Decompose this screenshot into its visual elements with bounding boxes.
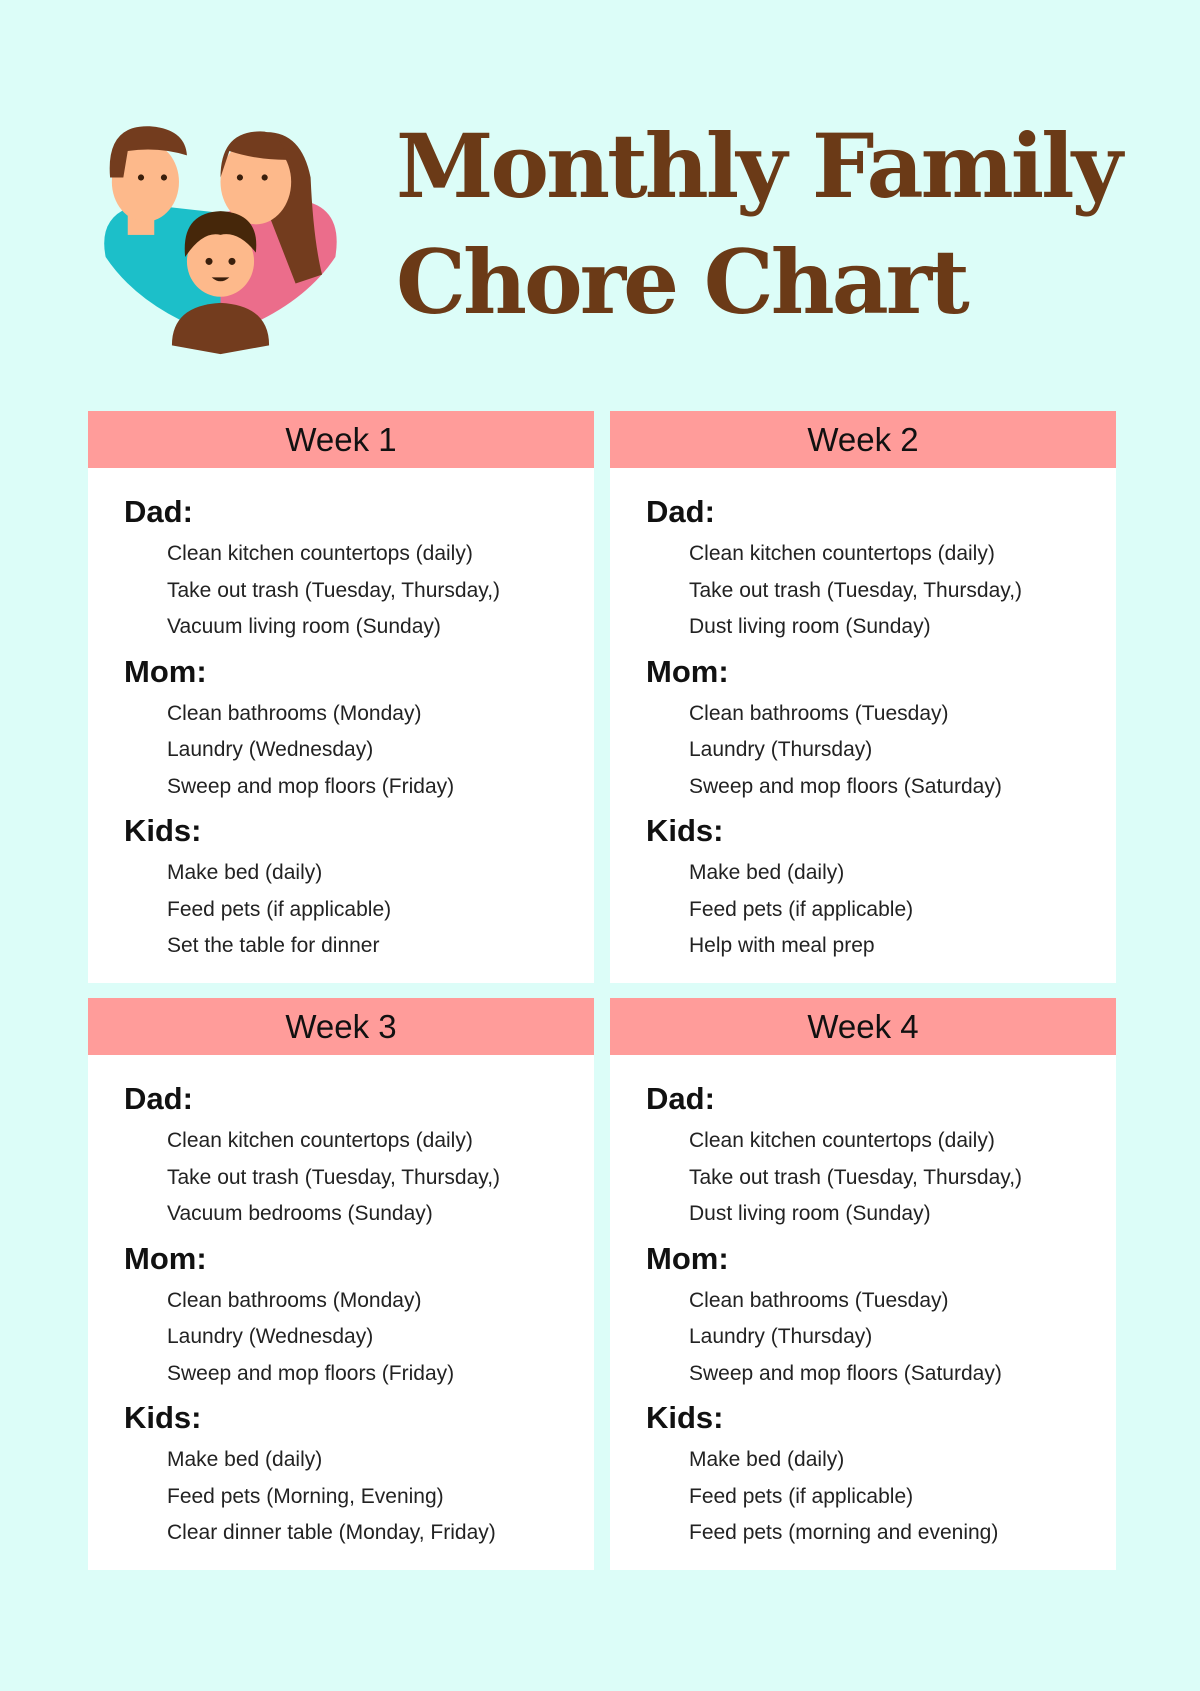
chore-item: Help with meal prep	[689, 934, 875, 957]
chore-item: Clear dinner table (Monday, Friday)	[167, 1521, 496, 1544]
chore-item: Make bed (daily)	[167, 1448, 323, 1471]
chore-item: Laundry (Wednesday)	[167, 1325, 374, 1348]
chore-item: Feed pets (if applicable)	[689, 897, 914, 921]
person-label: Kids:	[124, 813, 202, 848]
person-section	[646, 1398, 1116, 1552]
chore-item: Make bed (daily)	[689, 861, 845, 884]
chore-item: Vacuum bedrooms (Sunday)	[167, 1202, 433, 1225]
page-title	[396, 108, 1120, 340]
person-section	[646, 1239, 1116, 1393]
week-card-4	[610, 998, 1116, 1570]
person-label: Mom:	[124, 1240, 207, 1276]
week-header: Week 3	[88, 998, 594, 1055]
person-label: Mom:	[646, 1240, 729, 1276]
chore-item: Vacuum living room (Sunday)	[167, 615, 441, 638]
chore-item: Dust living room (Sunday)	[689, 615, 931, 638]
chore-item: Set the table for dinner	[167, 934, 380, 957]
week-body	[610, 468, 1116, 965]
chore-item: Dust living room (Sunday)	[689, 1202, 931, 1225]
chore-item: Sweep and mop floors (Friday)	[167, 774, 455, 798]
person-section	[646, 811, 1116, 965]
chore-item: Take out trash (Tuesday, Thursday,)	[689, 1165, 1023, 1189]
week-header: Week 2	[610, 411, 1116, 468]
chore-item: Clean kitchen countertops (daily)	[689, 542, 995, 565]
chore-item: Laundry (Thursday)	[689, 1325, 873, 1348]
chore-item: Sweep and mop floors (Saturday)	[689, 1361, 1002, 1385]
chore-item: Sweep and mop floors (Saturday)	[689, 774, 1002, 798]
chore-item: Feed pets (morning and evening)	[689, 1521, 999, 1544]
chore-item: Clean kitchen countertops (daily)	[167, 542, 473, 565]
chore-item: Clean bathrooms (Tuesday)	[689, 701, 949, 725]
chore-item: Take out trash (Tuesday, Thursday,)	[689, 578, 1023, 602]
person-section	[124, 1079, 594, 1233]
person-label: Kids:	[124, 1400, 202, 1435]
week-card-1	[88, 411, 594, 983]
family-heart-illustration	[88, 98, 353, 363]
person-label: Kids:	[646, 813, 724, 848]
chore-item: Take out trash (Tuesday, Thursday,)	[167, 578, 501, 602]
week-card-2	[610, 411, 1116, 983]
person-section	[124, 811, 594, 965]
week-header: Week 1	[88, 411, 594, 468]
week-body	[88, 468, 594, 965]
chore-item: Clean bathrooms (Monday)	[167, 1288, 422, 1312]
chore-item: Clean bathrooms (Tuesday)	[689, 1288, 949, 1312]
person-label: Dad:	[124, 494, 193, 529]
chore-item: Make bed (daily)	[167, 861, 323, 884]
person-label: Dad:	[646, 494, 715, 529]
chore-item: Laundry (Thursday)	[689, 738, 873, 761]
person-label: Mom:	[124, 653, 207, 689]
person-section	[646, 492, 1116, 646]
chore-item: Take out trash (Tuesday, Thursday,)	[167, 1165, 501, 1189]
week-card-3	[88, 998, 594, 1570]
week-body	[610, 1055, 1116, 1552]
chore-item: Clean bathrooms (Monday)	[167, 701, 422, 725]
chore-item: Feed pets (if applicable)	[167, 897, 392, 921]
chore-item: Feed pets (if applicable)	[689, 1484, 914, 1508]
person-label: Dad:	[646, 1081, 715, 1116]
person-section	[124, 652, 594, 806]
person-label: Mom:	[646, 653, 729, 689]
chore-item: Make bed (daily)	[689, 1448, 845, 1471]
person-label: Kids:	[646, 1400, 724, 1435]
title-line-1: Monthly Family	[396, 114, 1120, 218]
person-section	[646, 1079, 1116, 1233]
chore-item: Clean kitchen countertops (daily)	[167, 1129, 473, 1152]
week-body	[88, 1055, 594, 1552]
chore-item: Clean kitchen countertops (daily)	[689, 1129, 995, 1152]
chore-item: Laundry (Wednesday)	[167, 738, 374, 761]
person-section	[646, 652, 1116, 806]
title-line-2: Chore Chart	[396, 230, 967, 334]
person-label: Dad:	[124, 1081, 193, 1116]
person-section	[124, 492, 594, 646]
person-section	[124, 1239, 594, 1393]
week-header: Week 4	[610, 998, 1116, 1055]
person-section	[124, 1398, 594, 1552]
chore-item: Feed pets (Morning, Evening)	[167, 1484, 444, 1508]
chore-item: Sweep and mop floors (Friday)	[167, 1361, 455, 1385]
